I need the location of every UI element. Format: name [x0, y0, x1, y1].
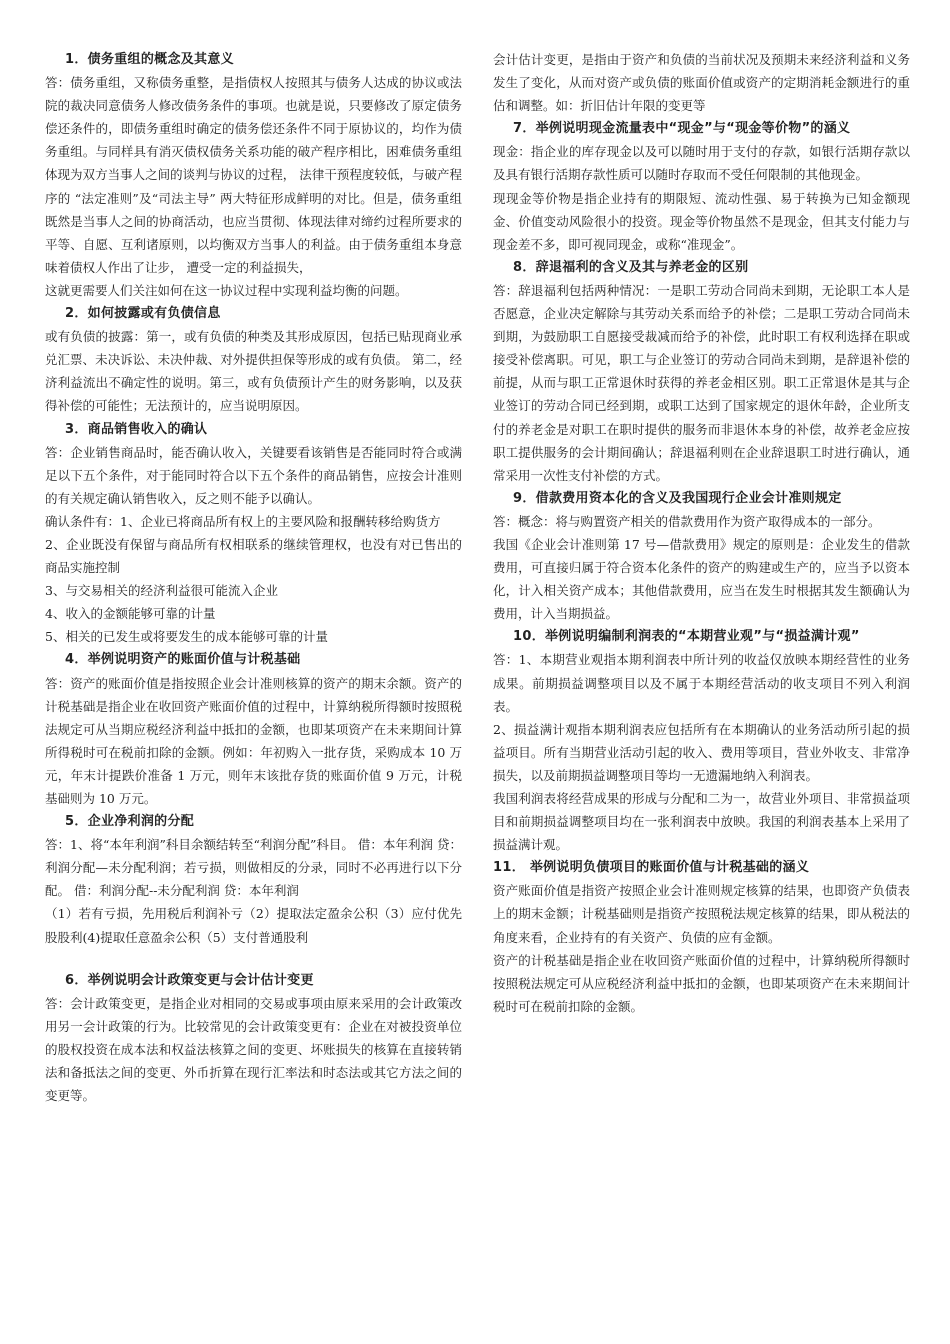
- spacer: [45, 949, 462, 969]
- paragraph: 答：债务重组，又称债务重整，是指债权人按照其与债务人达成的协议或法院的裁决同意债务人修改债务条件的事项。也就是说，只要修改了原定债务偿还条件的，即债务重组时确定的债务偿还条件不同于原协议的，均作为债务重组。与同样具有消灭债权债务关系功能的破产程序相比，困难债务重组体现为双方当事人之间的谈判与协议的过程， 法律干预程度较低，与破产程序的 “法定准则”及“司法主导” 两大特征形成鲜明的对比。但是，债务重组既然是当事人之间的协商活动，也应当贯彻、体现法律对缔约过程所要求的平等、自愿、互利诸原则，以均衡双方当事人的利益。由于债务重组本身意味着债权人作出了让步， 遭受一定的利益损失，: [45, 75, 462, 275]
- section-heading: 8．辞退福利的含义及其与养老金的区别: [513, 259, 749, 275]
- section-profit-distribution: [45, 810, 462, 949]
- paragraph: 答：辞退福利包括两种情况：一是职工劳动合同尚未到期，无论职工本人是否愿意，企业决定解除与其劳动关系而给予的补偿；二是职工劳动合同尚未到期，为鼓励职工自愿接受裁减而给予的补偿，此时职工有权利选择在职或接受补偿离职。可见，职工与企业签订的劳动合同尚未到期，是辞退补偿的前提，从而与职工正常退休时获得的养老金相区别。职工正常退休是其与企业签订的劳动合同已经到期，或职工达到了国家规定的退休年龄，企业所支付的养老金是对职工在职时提供的服务而非退休本身的补偿，故养老金应按职工提供服务的会计期间确认；辞退福利则在企业辞退职工时进行确认，通常采用一次性支付补偿的方式。: [493, 282, 910, 483]
- section-asset-tax-base: [45, 648, 462, 810]
- section-heading: 1．债务重组的概念及其意义: [65, 52, 234, 67]
- section-heading: 5．企业净利润的分配: [65, 814, 195, 830]
- section-debt-restructuring: [45, 48, 462, 302]
- paragraph: 答：会计政策变更，是指企业对相同的交易或事项由原来采用的会计政策改用另一会计政策的行为。比较常见的会计政策变更有：企业在对被投资单位的股权投资在成本法和权益法核算之间的变更、坏账损失的核算在直接转销法和备抵法之间的变更、外币折算在现行汇率法和时态法或其它方法之间的变更等。: [45, 995, 462, 1104]
- section-termination-benefits: [493, 256, 910, 487]
- paragraph: 会计估计变更，是指由于资产和负债的当前状况及预期未来经济利益和义务发生了变化，从而对资产或负债的账面价值或资产的定期消耗金额进行的重估和调整。如：折旧估计年限的变更等: [493, 52, 910, 114]
- paragraph: 答：1、将“本年利润”科目余额结转至“利润分配”科目。 借：本年利润 贷：利润分配—未分配利润；若亏损，则做相反的分录，同时不必再进行以下分配。 借：利润分配--未分配利润 贷：本年利润: [45, 837, 462, 899]
- paragraph: 确认条件有：1、企业已将商品所有权上的主要风险和报酬转移给购货方: [45, 513, 441, 529]
- section-liability-tax-base: [493, 856, 910, 1018]
- paragraph: 我国利润表将经营成果的形成与分配和二为一，故营业外项目、非常损益项目和前期损益调整项目均在一张利润表中放映。我国的利润表基本上采用了损益满计观。: [493, 791, 910, 853]
- section-heading: 9．借款费用资本化的含义及我国现行企业会计准则规定: [513, 490, 842, 506]
- section-heading: 10．举例说明编制利润表的“本期营业观”与“损益满计观”: [513, 629, 860, 645]
- section-estimate-change-continued: [493, 48, 910, 117]
- section-contingent-liabilities: [45, 302, 462, 417]
- paragraph: 2、损益满计观指本期利润表应包括所有在本期确认的业务活动所引起的损益项目。所有当期营业活动引起的收入、费用等项目，营业外收支、非常净损失，以及前期损益调整项目等均一无遗漏地纳入利润表。: [493, 721, 910, 783]
- paragraph: 5、相关的已发生或将要发生的成本能够可靠的计量: [45, 629, 328, 645]
- paragraph: （1）若有亏损，先用税后利润补亏（2）提取法定盈余公积（3）应付优先股股利(4)提取任意盈余公积（5）支付普通股利: [45, 906, 462, 945]
- section-heading: 6．举例说明会计政策变更与会计估计变更: [65, 972, 314, 988]
- section-policy-estimate-change: [45, 969, 462, 1108]
- section-heading: 11． 举例说明负债项目的账面价值与计税基础的涵义: [493, 860, 810, 876]
- section-sales-revenue: [45, 418, 462, 649]
- paragraph: 我国《企业会计准则第 17 号—借款费用》规定的原则是：企业发生的借款费用，可直接归属于符合资本化条件的资产的购建或生产的，应当予以资本化，计入相关资产成本；其他借款费用，应当在发生时根据其发生额确认为费用，计入当期损益。: [493, 536, 910, 622]
- section-heading: 3．商品销售收入的确认: [65, 421, 208, 437]
- section-income-statement-views: [493, 625, 910, 856]
- paragraph: 这就更需要人们关注如何在这一协议过程中实现利益均衡的问题。: [45, 282, 408, 298]
- paragraph: 答：概念：将与购置资产相关的借款费用作为资产取得成本的一部分。: [493, 513, 881, 529]
- paragraph: 答：1、本期营业观指本期利润表中所计列的收益仅放映本期经营性的业务成果。前期损益调整项目以及不属于本期经营活动的收支项目不列入利润表。: [493, 652, 910, 714]
- paragraph: 资产账面价值是指资产按照企业会计准则规定核算的结果，也即资产负债表上的期末金额；计税基础则是指资产按照税法规定核算的结果，即从税法的角度来看，企业持有的有关资产、负债的应有金额。: [493, 883, 910, 945]
- section-heading: 7．举例说明现金流量表中“现金”与“现金等价物”的涵义: [513, 121, 851, 137]
- paragraph: 现现金等价物是指企业持有的期限短、流动性强、易于转换为已知金额现金、价值变动风险很小的投资。现金等价物虽然不是现金，但其支付能力与现金差不多，即可视同现金，或称“准现金”。: [493, 190, 910, 252]
- section-cash-equivalents: [493, 117, 910, 256]
- section-heading: 4．举例说明资产的账面价值与计税基础: [65, 652, 301, 668]
- paragraph: 4、收入的金额能够可靠的计量: [45, 606, 216, 622]
- paragraph: 2、企业既没有保留与商品所有权相联系的继续管理权，也没有对已售出的商品实施控制: [45, 536, 462, 576]
- section-heading: 2．如何披露或有负债信息: [65, 306, 221, 322]
- right-column: [493, 48, 910, 1018]
- paragraph: 3、与交易相关的经济利益很可能流入企业: [45, 583, 278, 599]
- section-borrowing-costs: [493, 487, 910, 626]
- paragraph: 答：资产的账面价值是指按照企业会计准则核算的资产的期末余额。资产的计税基础是指企业在收回资产账面价值的过程中，计算纳税所得额时按照税法规定可从当期应税经济利益中抵扣的金额，也即某项资产在未来期间计算所得税时可在税前扣除的金额。例如：年初购入一批存货，采购成本 10 万元，年末计提跌价准备 1 万元，则年末该批存货的账面价值 9 万元，计税基础则为 10 万元。: [45, 675, 462, 806]
- paragraph: 答：企业销售商品时，能否确认收入，关键要看该销售是否能同时符合或满足以下五个条件，对于能同时符合以下五个条件的商品销售，应按会计准则的有关规定确认销售收入，反之则不能予以确认。: [45, 444, 462, 506]
- paragraph: 现金：指企业的库存现金以及可以随时用于支付的存款，如银行活期存款以及具有银行活期存款性质可以随时存取而不受任何限制的其他现金。: [493, 144, 910, 183]
- left-column: [45, 48, 462, 1107]
- paragraph: 资产的计税基础是指企业在收回资产账面价值的过程中，计算纳税所得额时按照税法规定可从应税经济利益中抵扣的金额，也即某项资产在未来期间计税时可在税前扣除的金额。: [493, 952, 910, 1014]
- paragraph: 或有负债的披露：第一，或有负债的种类及其形成原因，包括已贴现商业承兑汇票、未决诉讼、未决仲裁、对外提供担保等形成的或有负债。 第二，经济利益流出不确定性的说明。第三，或有负债预计产生的财务影响，以及获得补偿的可能性；无法预计的，应当说明原因。: [45, 329, 462, 414]
